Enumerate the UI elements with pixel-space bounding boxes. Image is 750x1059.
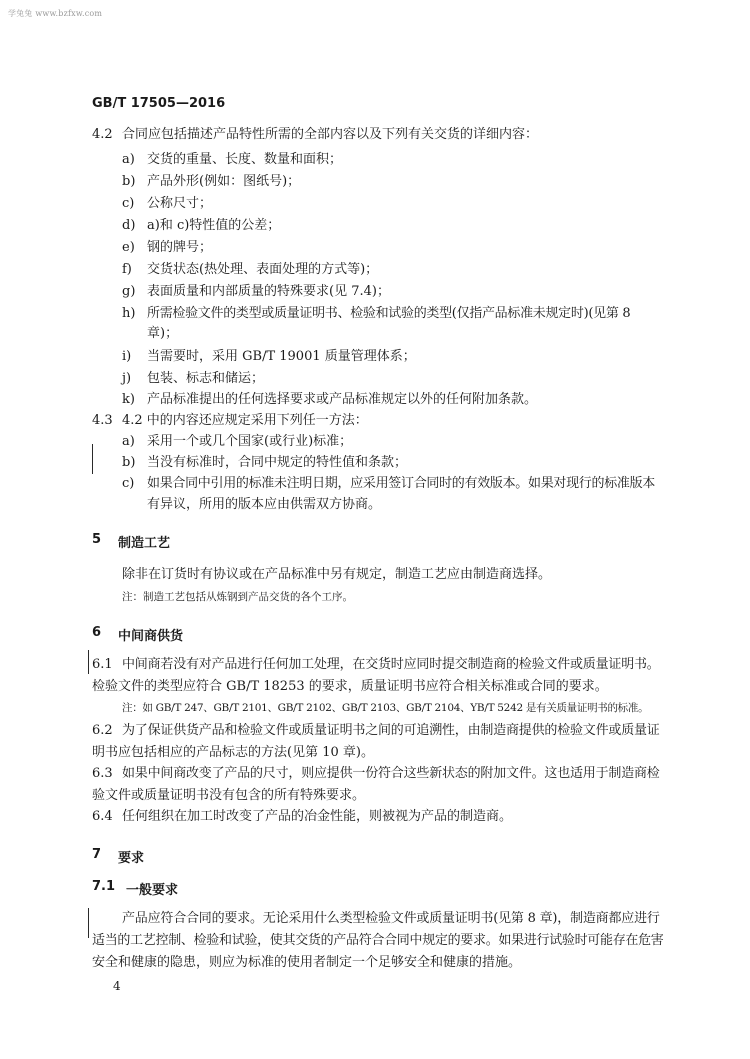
item-marker: i) xyxy=(122,349,132,364)
paragraph-continued: 适当的工艺控制、检验和试验，使其交货的产品符合合同中规定的要求。如果进行试验时可能存在危害 xyxy=(92,933,664,948)
clause-text: 为了保证供货产品和检验文件或质量证明书之间的可追溯性，由制造商提供的检验文件或质量证 xyxy=(122,723,660,738)
item-marker: c) xyxy=(122,196,135,211)
change-bar xyxy=(88,650,89,674)
section-number: 7 xyxy=(92,847,102,862)
clause-text: 4.2 中的内容还应规定采用下列任一方法： xyxy=(122,413,368,428)
item-text: 产品外形(例如：图纸号)； xyxy=(147,174,301,189)
section-title: 要求 xyxy=(118,851,145,866)
item-marker: a) xyxy=(122,152,135,167)
item-text: a)和 c)特性值的公差； xyxy=(147,218,281,233)
item-text: 产品标准提出的任何选择要求或产品标准规定以外的任何附加条款。 xyxy=(147,392,538,407)
clause-number: 6.2 xyxy=(92,723,113,738)
subsection-title: 一般要求 xyxy=(126,883,179,898)
paragraph-continued: 安全和健康的隐患，则应为标准的使用者制定一个足够安全和健康的措施。 xyxy=(92,955,522,970)
clause-number: 4.3 xyxy=(92,413,113,428)
item-marker: f) xyxy=(122,262,132,277)
clause-text-continued: 验文件或质量证明书没有包含的所有特殊要求。 xyxy=(92,788,366,803)
clause-number: 6.1 xyxy=(92,657,113,672)
item-text: 当需要时，采用 GB/T 19001 质量管理体系； xyxy=(147,349,416,364)
standard-number: GB/T 17505—2016 xyxy=(92,96,226,111)
item-marker: a) xyxy=(122,434,135,449)
page-number: 4 xyxy=(113,979,121,993)
section-title: 中间商供货 xyxy=(118,629,184,644)
item-text: 交货状态(热处理、表面处理的方式等)； xyxy=(147,262,379,277)
item-text: 如果合同中引用的标准未注明日期，应采用签订合同时的有效版本。如果对现行的标准版本 xyxy=(147,476,656,491)
item-text: 所需检验文件的类型或质量证明书、检验和试验的类型(仅指产品标准未规定时)(见第 8 xyxy=(147,306,631,321)
change-bar xyxy=(92,444,93,474)
item-text: 采用一个或几个国家(或行业)标准； xyxy=(147,434,353,449)
watermark: 学兔兔 www.bzfxw.com xyxy=(8,9,103,18)
clause-number: 6.3 xyxy=(92,766,113,781)
item-marker: j) xyxy=(122,371,132,386)
change-bar xyxy=(88,908,89,938)
section-number: 5 xyxy=(92,532,102,547)
clause-text: 如果中间商改变了产品的尺寸，则应提供一份符合这些新状态的附加文件。这也适用于制造商检 xyxy=(122,766,660,781)
clause-text-continued: 明书应包括相应的产品标志的方法(见第 10 章)。 xyxy=(92,745,374,760)
item-marker: e) xyxy=(122,240,135,255)
item-marker: k) xyxy=(122,392,135,407)
clause-number: 4.2 xyxy=(92,127,113,142)
item-marker: c) xyxy=(122,476,135,491)
item-marker: b) xyxy=(122,455,136,470)
item-text: 钢的牌号； xyxy=(147,240,213,255)
item-text: 表面质量和内部质量的特殊要求(见 7.4)； xyxy=(147,284,390,299)
clause-text-continued: 检验文件的类型应符合 GB/T 18253 的要求，质量证明书应符合相关标准或合同的要求。 xyxy=(92,679,608,694)
note: 注：制造工艺包括从炼钢到产品交货的各个工序。 xyxy=(122,591,353,603)
note: 注：如 GB/T 247、GB/T 2101、GB/T 2102、GB/T 2103、GB/T 2104、YB/T 5242 是有关质量证明书的标准。 xyxy=(122,702,649,714)
item-marker: g) xyxy=(122,284,136,299)
item-text-continued: 章)； xyxy=(147,326,179,341)
clause-number: 6.4 xyxy=(92,809,113,824)
paragraph: 除非在订货时有协议或在产品标准中另有规定，制造工艺应由制造商选择。 xyxy=(122,567,552,582)
item-text-continued: 有异议，所用的版本应由供需双方协商。 xyxy=(147,497,382,512)
clause-text: 中间商若没有对产品进行任何加工处理，在交货时应同时提交制造商的检验文件或质量证明书。 xyxy=(122,657,660,672)
item-text: 交货的重量、长度、数量和面积； xyxy=(147,152,343,167)
item-marker: d) xyxy=(122,218,136,233)
clause-text: 任何组织在加工时改变了产品的冶金性能，则被视为产品的制造商。 xyxy=(122,809,513,824)
section-title: 制造工艺 xyxy=(118,536,171,551)
section-number: 6 xyxy=(92,625,102,640)
item-text: 当没有标准时，合同中规定的特性值和条款； xyxy=(147,455,408,470)
paragraph: 产品应符合合同的要求。无论采用什么类型检验文件或质量证明书(见第 8 章)，制造商都应进行 xyxy=(122,911,660,926)
clause-text: 合同应包括描述产品特性所需的全部内容以及下列有关交货的详细内容： xyxy=(122,127,539,142)
subsection-number: 7.1 xyxy=(92,879,116,894)
item-text: 公称尺寸； xyxy=(147,196,213,211)
item-text: 包装、标志和储运； xyxy=(147,371,265,386)
item-marker: h) xyxy=(122,306,136,321)
item-marker: b) xyxy=(122,174,136,189)
